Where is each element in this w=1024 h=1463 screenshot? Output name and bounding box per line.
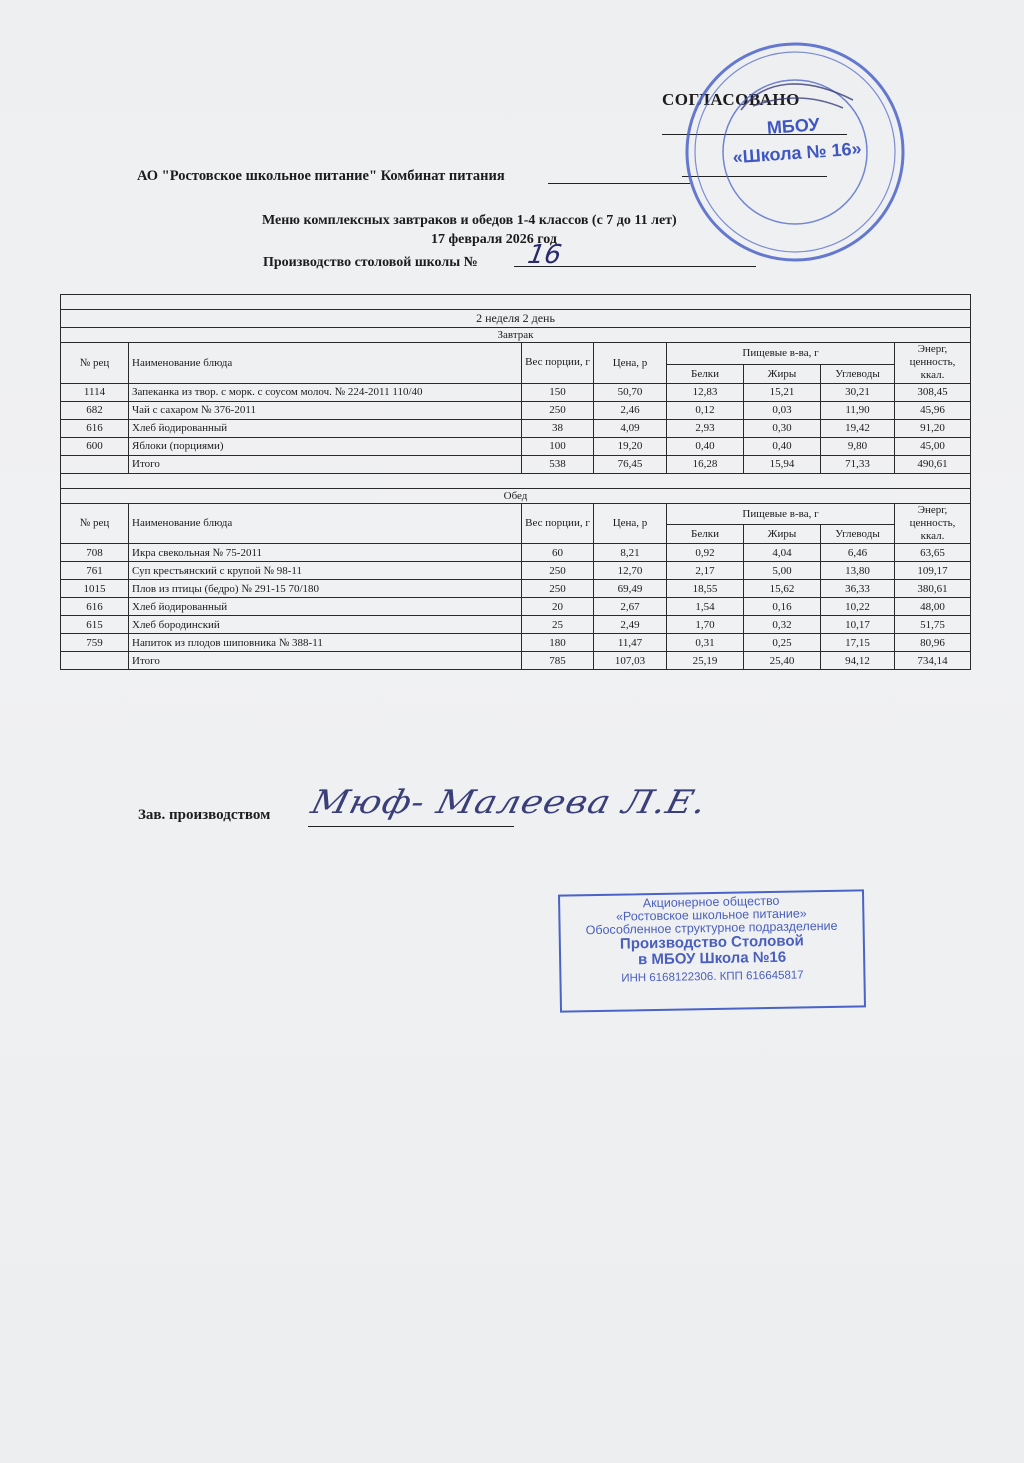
cell-price: 12,70 bbox=[594, 562, 667, 580]
cell-rec: 759 bbox=[61, 634, 129, 652]
cell-protein: 18,55 bbox=[667, 580, 744, 598]
breakfast-table bbox=[60, 294, 971, 670]
cell-weight: 25 bbox=[522, 616, 594, 634]
cell-protein: 1,70 bbox=[667, 616, 744, 634]
cell-protein: 0,12 bbox=[667, 401, 744, 419]
cell-energy: 45,96 bbox=[895, 401, 971, 419]
total-weight: 538 bbox=[522, 455, 594, 473]
cell-carbs: 36,33 bbox=[821, 580, 895, 598]
col-protein: Белки bbox=[667, 525, 744, 544]
cell-energy: 45,00 bbox=[895, 437, 971, 455]
cell-protein: 0,31 bbox=[667, 634, 744, 652]
cell-energy: 109,17 bbox=[895, 562, 971, 580]
cell-energy: 80,96 bbox=[895, 634, 971, 652]
cell-rec: 1114 bbox=[61, 383, 129, 401]
cell-energy: 380,61 bbox=[895, 580, 971, 598]
col-protein: Белки bbox=[667, 364, 744, 383]
col-fat: Жиры bbox=[744, 364, 821, 383]
total-weight: 785 bbox=[522, 652, 594, 670]
total-protein: 16,28 bbox=[667, 455, 744, 473]
cell-rec: 682 bbox=[61, 401, 129, 419]
cell-carbs: 17,15 bbox=[821, 634, 895, 652]
total-energy: 734,14 bbox=[895, 652, 971, 670]
stamp-line: в МБОУ Школа №16 bbox=[637, 948, 787, 969]
table-row bbox=[61, 401, 971, 419]
cell-rec: 761 bbox=[61, 562, 129, 580]
cell-protein: 0,40 bbox=[667, 437, 744, 455]
table-row bbox=[61, 580, 971, 598]
cell-price: 19,20 bbox=[594, 437, 667, 455]
cell-price: 69,49 bbox=[594, 580, 667, 598]
cell-name: Плов из птицы (бедро) № 291-15 70/180 bbox=[129, 580, 522, 598]
col-name: Наименование блюда bbox=[129, 503, 522, 544]
cell-protein: 2,93 bbox=[667, 419, 744, 437]
cell-name: Икра свекольная № 75-2011 bbox=[129, 544, 522, 562]
cell-energy: 91,20 bbox=[895, 419, 971, 437]
cell-weight: 38 bbox=[522, 419, 594, 437]
col-weight: Вес порции, г bbox=[522, 343, 594, 384]
cell-price: 50,70 bbox=[594, 383, 667, 401]
breakfast-total-row bbox=[61, 455, 971, 473]
cell-carbs: 30,21 bbox=[821, 383, 895, 401]
breakfast-heading: Завтрак bbox=[61, 328, 971, 343]
col-name: Наименование блюда bbox=[129, 343, 522, 384]
cell-price: 2,46 bbox=[594, 401, 667, 419]
total-price: 76,45 bbox=[594, 455, 667, 473]
cell-carbs: 13,80 bbox=[821, 562, 895, 580]
col-carbs: Углеводы bbox=[821, 364, 895, 383]
cell-fat: 15,21 bbox=[744, 383, 821, 401]
cell-price: 4,09 bbox=[594, 419, 667, 437]
round-seal-stamp bbox=[683, 40, 908, 265]
table-row bbox=[61, 437, 971, 455]
breakfast-rows bbox=[61, 383, 971, 455]
cell-protein: 2,17 bbox=[667, 562, 744, 580]
total-carbs: 94,12 bbox=[821, 652, 895, 670]
lunch-total-row bbox=[61, 652, 971, 670]
cell-energy: 63,65 bbox=[895, 544, 971, 562]
cell-rec: 616 bbox=[61, 419, 129, 437]
col-nutrients: Пищевые в-ва, г bbox=[667, 503, 895, 525]
cell-carbs: 11,90 bbox=[821, 401, 895, 419]
table-row bbox=[61, 616, 971, 634]
total-fat: 25,40 bbox=[744, 652, 821, 670]
cell-name: Хлеб йодированный bbox=[129, 419, 522, 437]
cell-weight: 250 bbox=[522, 580, 594, 598]
stamp-line: Акционерное общество bbox=[642, 893, 780, 911]
cell-energy: 51,75 bbox=[895, 616, 971, 634]
table-row bbox=[61, 634, 971, 652]
menu-title: Меню комплексных завтраков и обедов 1-4 классов (с 7 до 11 лет) bbox=[262, 213, 677, 228]
cell-price: 2,67 bbox=[594, 598, 667, 616]
col-fat: Жиры bbox=[744, 525, 821, 544]
signature-label: Зав. производством bbox=[138, 807, 271, 823]
approval-label: СОГЛАСОВАНО bbox=[662, 90, 800, 109]
cell-rec: 708 bbox=[61, 544, 129, 562]
cell-weight: 150 bbox=[522, 383, 594, 401]
handwritten-signature: Мюф- Малеева Л.Е. bbox=[307, 784, 711, 821]
col-weight: Вес порции, г bbox=[522, 503, 594, 544]
round-stamp-center2: «Школа № 16» bbox=[732, 138, 863, 168]
stamp-line: ИНН 6168122306. КПП 616645817 bbox=[621, 969, 804, 985]
total-fat: 15,94 bbox=[744, 455, 821, 473]
col-nutrients: Пищевые в-ва, г bbox=[667, 343, 895, 365]
cell-price: 8,21 bbox=[594, 544, 667, 562]
cell-name: Чай с сахаром № 376-2011 bbox=[129, 401, 522, 419]
col-price: Цена, р bbox=[594, 503, 667, 544]
col-energy: Энерг, ценность, ккал. bbox=[895, 503, 971, 544]
cell-name: Хлеб бородинский bbox=[129, 616, 522, 634]
table-row bbox=[61, 598, 971, 616]
cell-energy: 308,45 bbox=[895, 383, 971, 401]
rectangular-stamp bbox=[558, 889, 866, 1012]
lunch-heading: Обед bbox=[61, 488, 971, 503]
organization-line bbox=[548, 183, 690, 184]
total-carbs: 71,33 bbox=[821, 455, 895, 473]
col-energy: Энерг, ценность, ккал. bbox=[895, 343, 971, 384]
table-row bbox=[61, 544, 971, 562]
table-row bbox=[61, 419, 971, 437]
cell-name: Хлеб йодированный bbox=[129, 598, 522, 616]
signature-line bbox=[308, 826, 514, 827]
organization-title: АО "Ростовское школьное питание" Комбинат питания bbox=[137, 168, 505, 184]
cell-fat: 0,16 bbox=[744, 598, 821, 616]
cell-fat: 0,32 bbox=[744, 616, 821, 634]
total-label: Итого bbox=[129, 652, 522, 670]
cell-fat: 5,00 bbox=[744, 562, 821, 580]
table-row bbox=[61, 562, 971, 580]
stamp-line: Обособленное структурное подразделение bbox=[585, 919, 838, 938]
cell-fat: 0,40 bbox=[744, 437, 821, 455]
cell-carbs: 9,80 bbox=[821, 437, 895, 455]
col-carbs: Углеводы bbox=[821, 525, 895, 544]
lunch-rows bbox=[61, 544, 971, 652]
cell-name: Яблоки (порциями) bbox=[129, 437, 522, 455]
cell-protein: 0,92 bbox=[667, 544, 744, 562]
cell-fat: 0,03 bbox=[744, 401, 821, 419]
table-row bbox=[61, 383, 971, 401]
cell-price: 2,49 bbox=[594, 616, 667, 634]
cell-name: Напиток из плодов шиповника № 388-11 bbox=[129, 634, 522, 652]
cell-price: 11,47 bbox=[594, 634, 667, 652]
school-number-handwritten: 16 bbox=[525, 240, 564, 270]
cell-rec: 600 bbox=[61, 437, 129, 455]
cell-fat: 0,25 bbox=[744, 634, 821, 652]
cell-protein: 12,83 bbox=[667, 383, 744, 401]
total-price: 107,03 bbox=[594, 652, 667, 670]
cell-fat: 0,30 bbox=[744, 419, 821, 437]
production-label: Производство столовой школы № bbox=[263, 255, 478, 270]
stamp-line: «Ростовское школьное питание» bbox=[615, 906, 807, 924]
cell-fat: 4,04 bbox=[744, 544, 821, 562]
cell-rec: 616 bbox=[61, 598, 129, 616]
cell-weight: 20 bbox=[522, 598, 594, 616]
cell-energy: 48,00 bbox=[895, 598, 971, 616]
week-day-heading: 2 неделя 2 день bbox=[61, 310, 971, 328]
col-price: Цена, р bbox=[594, 343, 667, 384]
round-stamp-center1: МБОУ bbox=[766, 114, 821, 138]
cell-weight: 180 bbox=[522, 634, 594, 652]
cell-carbs: 6,46 bbox=[821, 544, 895, 562]
total-label: Итого bbox=[129, 455, 522, 473]
col-rec: № рец bbox=[61, 343, 129, 384]
cell-carbs: 10,17 bbox=[821, 616, 895, 634]
cell-weight: 250 bbox=[522, 401, 594, 419]
col-rec: № рец bbox=[61, 503, 129, 544]
cell-protein: 1,54 bbox=[667, 598, 744, 616]
cell-name: Суп крестьянский с крупой № 98-11 bbox=[129, 562, 522, 580]
cell-name: Запеканка из твор. с морк. с соусом молоч. № 224-2011 110/40 bbox=[129, 383, 522, 401]
cell-fat: 15,62 bbox=[744, 580, 821, 598]
menu-date: 17 февраля 2026 год bbox=[431, 232, 557, 247]
cell-rec: 615 bbox=[61, 616, 129, 634]
cell-weight: 100 bbox=[522, 437, 594, 455]
cell-carbs: 10,22 bbox=[821, 598, 895, 616]
total-protein: 25,19 bbox=[667, 652, 744, 670]
cell-carbs: 19,42 bbox=[821, 419, 895, 437]
total-energy: 490,61 bbox=[895, 455, 971, 473]
cell-rec: 1015 bbox=[61, 580, 129, 598]
cell-weight: 250 bbox=[522, 562, 594, 580]
cell-weight: 60 bbox=[522, 544, 594, 562]
stamp-line: Производство Столовой bbox=[619, 932, 804, 953]
